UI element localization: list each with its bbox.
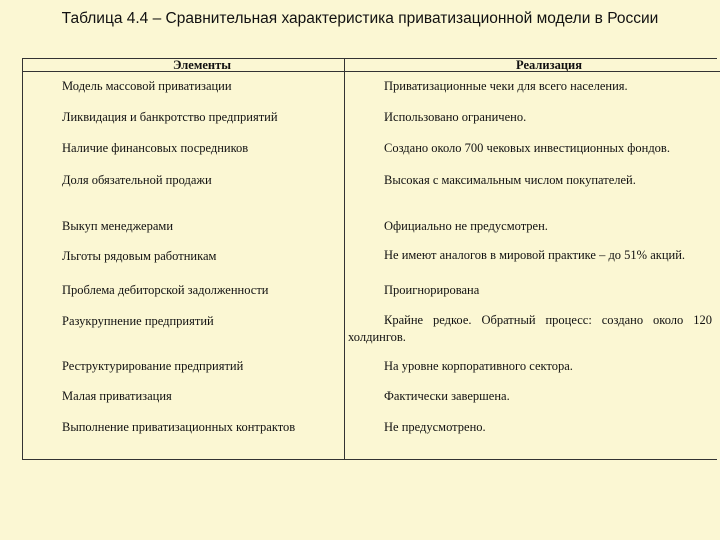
- row-realization-management-buyout: Официально не предусмотрен.: [384, 219, 548, 233]
- row-element-breakup: Разукрупнение предприятий: [62, 314, 214, 328]
- header-divider: [22, 71, 720, 72]
- row-realization-mandatory-sale: Высокая с максимальным числом покупателей.: [384, 173, 636, 187]
- row-element-mass-privatization: Модель массовой приватизации: [62, 79, 232, 93]
- row-realization-restructuring: На уровне корпоративного сектора.: [384, 359, 573, 373]
- row-realization-contracts: Не предусмотрено.: [384, 420, 486, 434]
- header-realization: Реализация: [515, 58, 583, 72]
- slide-title: Таблица 4.4 – Сравнительная характеристика приватизационной модели в России: [61, 10, 659, 27]
- row-element-intermediaries: Наличие финансовых посредников: [62, 141, 249, 155]
- row-realization-intermediaries: Создано около 700 чековых инвестиционных фондов.: [384, 141, 670, 155]
- row-element-contracts: Выполнение приватизационных контрактов: [62, 420, 296, 434]
- row-element-management-buyout: Выкуп менеджерами: [62, 219, 174, 233]
- row-realization-worker-benefits: Не имеют аналогов в мировой практике – до 51% акций.: [384, 248, 686, 262]
- row-element-receivables: Проблема дебиторской задолженности: [62, 283, 269, 297]
- row-element-liquidation: Ликвидация и банкротство предприятий: [62, 110, 278, 124]
- row-element-small-privatization: Малая приватизация: [62, 389, 172, 403]
- row-realization-liquidation: Использовано ограничено.: [384, 110, 527, 124]
- row-realization-breakup: Крайне редкое. Обратный процесс: создано около 120 холдингов.: [348, 313, 712, 344]
- row-realization-small-privatization: Фактически завершена.: [384, 389, 510, 403]
- row-element-worker-benefits: Льготы рядовым работникам: [62, 249, 217, 263]
- row-realization-mass-privatization: Приватизационные чеки для всего населения.: [384, 79, 628, 93]
- row-element-mandatory-sale: Доля обязательной продажи: [62, 173, 212, 187]
- row-realization-receivables: Проигнорирована: [384, 283, 480, 297]
- header-elements: Элементы: [172, 58, 232, 72]
- row-element-restructuring: Реструктурирование предприятий: [62, 359, 244, 373]
- column-divider: [344, 58, 345, 460]
